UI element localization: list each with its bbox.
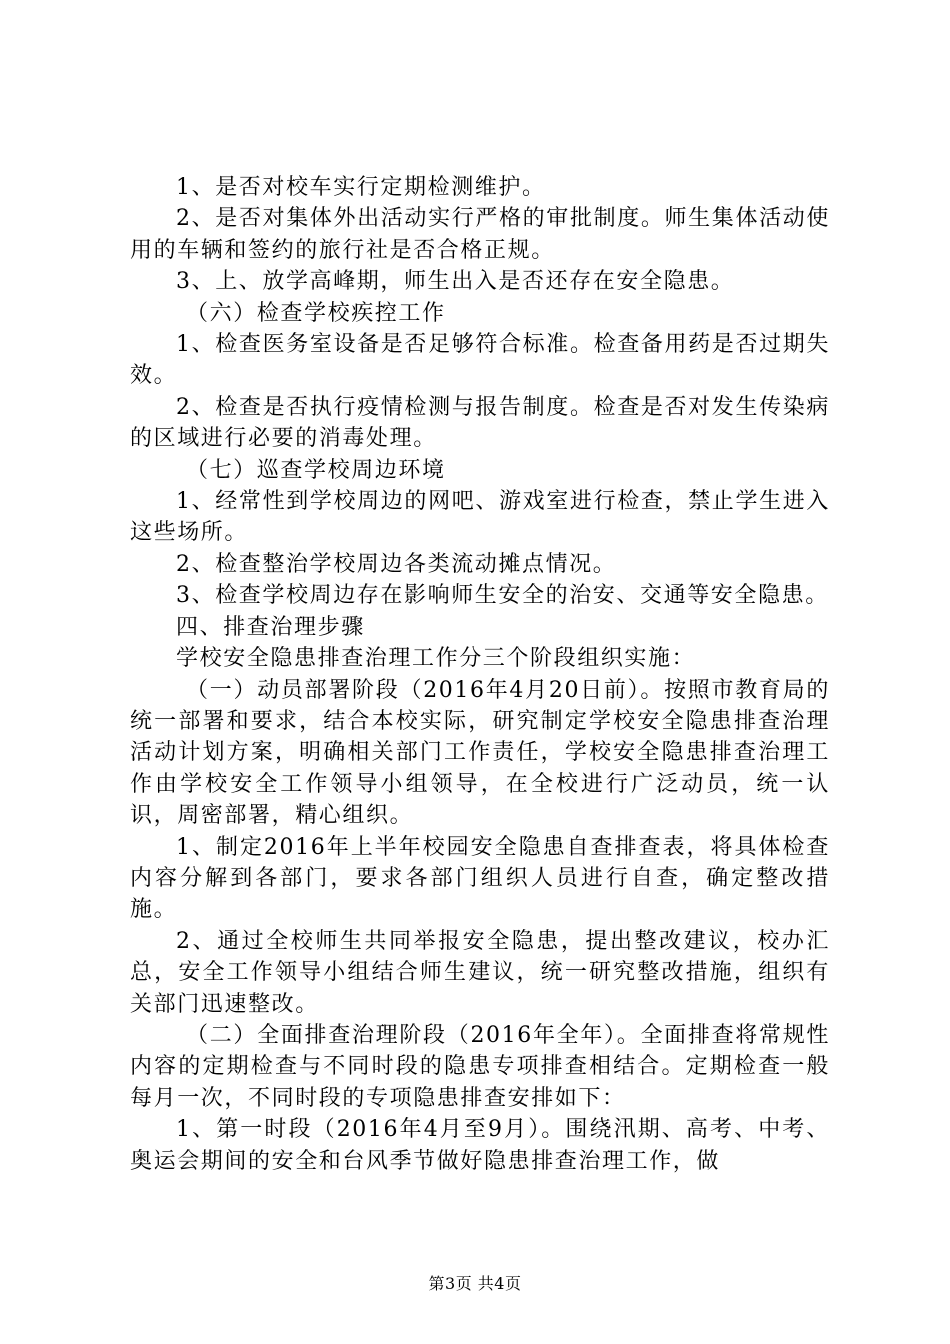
paragraph-12: 学校安全隐患排查治理工作分三个阶段组织实施： <box>176 646 696 672</box>
section-heading-4: 四、排查治理步骤 <box>176 614 365 640</box>
section-heading-7: （七）巡查学校周边环境 <box>186 457 446 483</box>
paragraph-1: 1、是否对校车实行定期检测维护。 <box>176 175 546 200</box>
paragraph-16: （二）全面排查治理阶段（2016年全年）。全面排查将常规性内容的定期检查与不同时段的隐患专项排查相结合。定期检查一般每月一次，不同时段的专项隐患排查安排如下： <box>130 1022 830 1111</box>
paragraph-3: 3、上、放学高峰期，师生出入是否还存在安全隐患。 <box>176 269 735 295</box>
paragraph-2: 2、是否对集体外出活动实行严格的审批制度。师生集体活动使用的车辆和签约的旅行社是否合格正规。 <box>130 206 830 263</box>
document-body <box>130 172 830 1177</box>
paragraph-10: 3、检查学校周边存在影响师生安全的治安、交通等安全隐患。 <box>176 583 829 609</box>
paragraph-9: 2、检查整治学校周边各类流动摊点情况。 <box>176 551 617 577</box>
paragraph-6: 2、检查是否执行疫情检测与报告制度。检查是否对发生传染病的区域进行必要的消毒处理。 <box>130 394 830 452</box>
page-footer: 第3页 共4页 <box>428 1274 522 1293</box>
paragraph-8: 1、经常性到学校周边的网吧、游戏室进行检查，禁止学生进入这些场所。 <box>130 489 830 546</box>
section-heading-6: （六）检查学校疾控工作 <box>186 300 446 326</box>
paragraph-5: 1、检查医务室设备是否足够符合标准。检查备用药是否过期失效。 <box>130 332 830 389</box>
paragraph-14: 1、制定2016年上半年校园安全隐患自查排查表，将具体检查内容分解到各部门，要求各部门组织人员进行自查，确定整改措施。 <box>130 834 830 923</box>
paragraph-15: 2、通过全校师生共同举报安全隐患，提出整改建议，校办汇总，安全工作领导小组结合师生建议，统一研究整改措施，组织有关部门迅速整改。 <box>130 928 830 1017</box>
paragraph-13: （一）动员部署阶段（2016年4月20日前）。按照市教育局的统一部署和要求，结合本校实际，研究制定学校安全隐患排查治理活动计划方案，明确相关部门工作责任，学校安全隐患排查治理工作由学校安全工作领导小组领导，在全校进行广泛动员，统一认识，周密部署，精心组织。 <box>130 677 830 829</box>
paragraph-17: 1、第一时段（2016年4月至9月）。围绕汛期、高考、中考、奥运会期间的安全和台风季节做好隐患排查治理工作，做 <box>130 1117 830 1174</box>
